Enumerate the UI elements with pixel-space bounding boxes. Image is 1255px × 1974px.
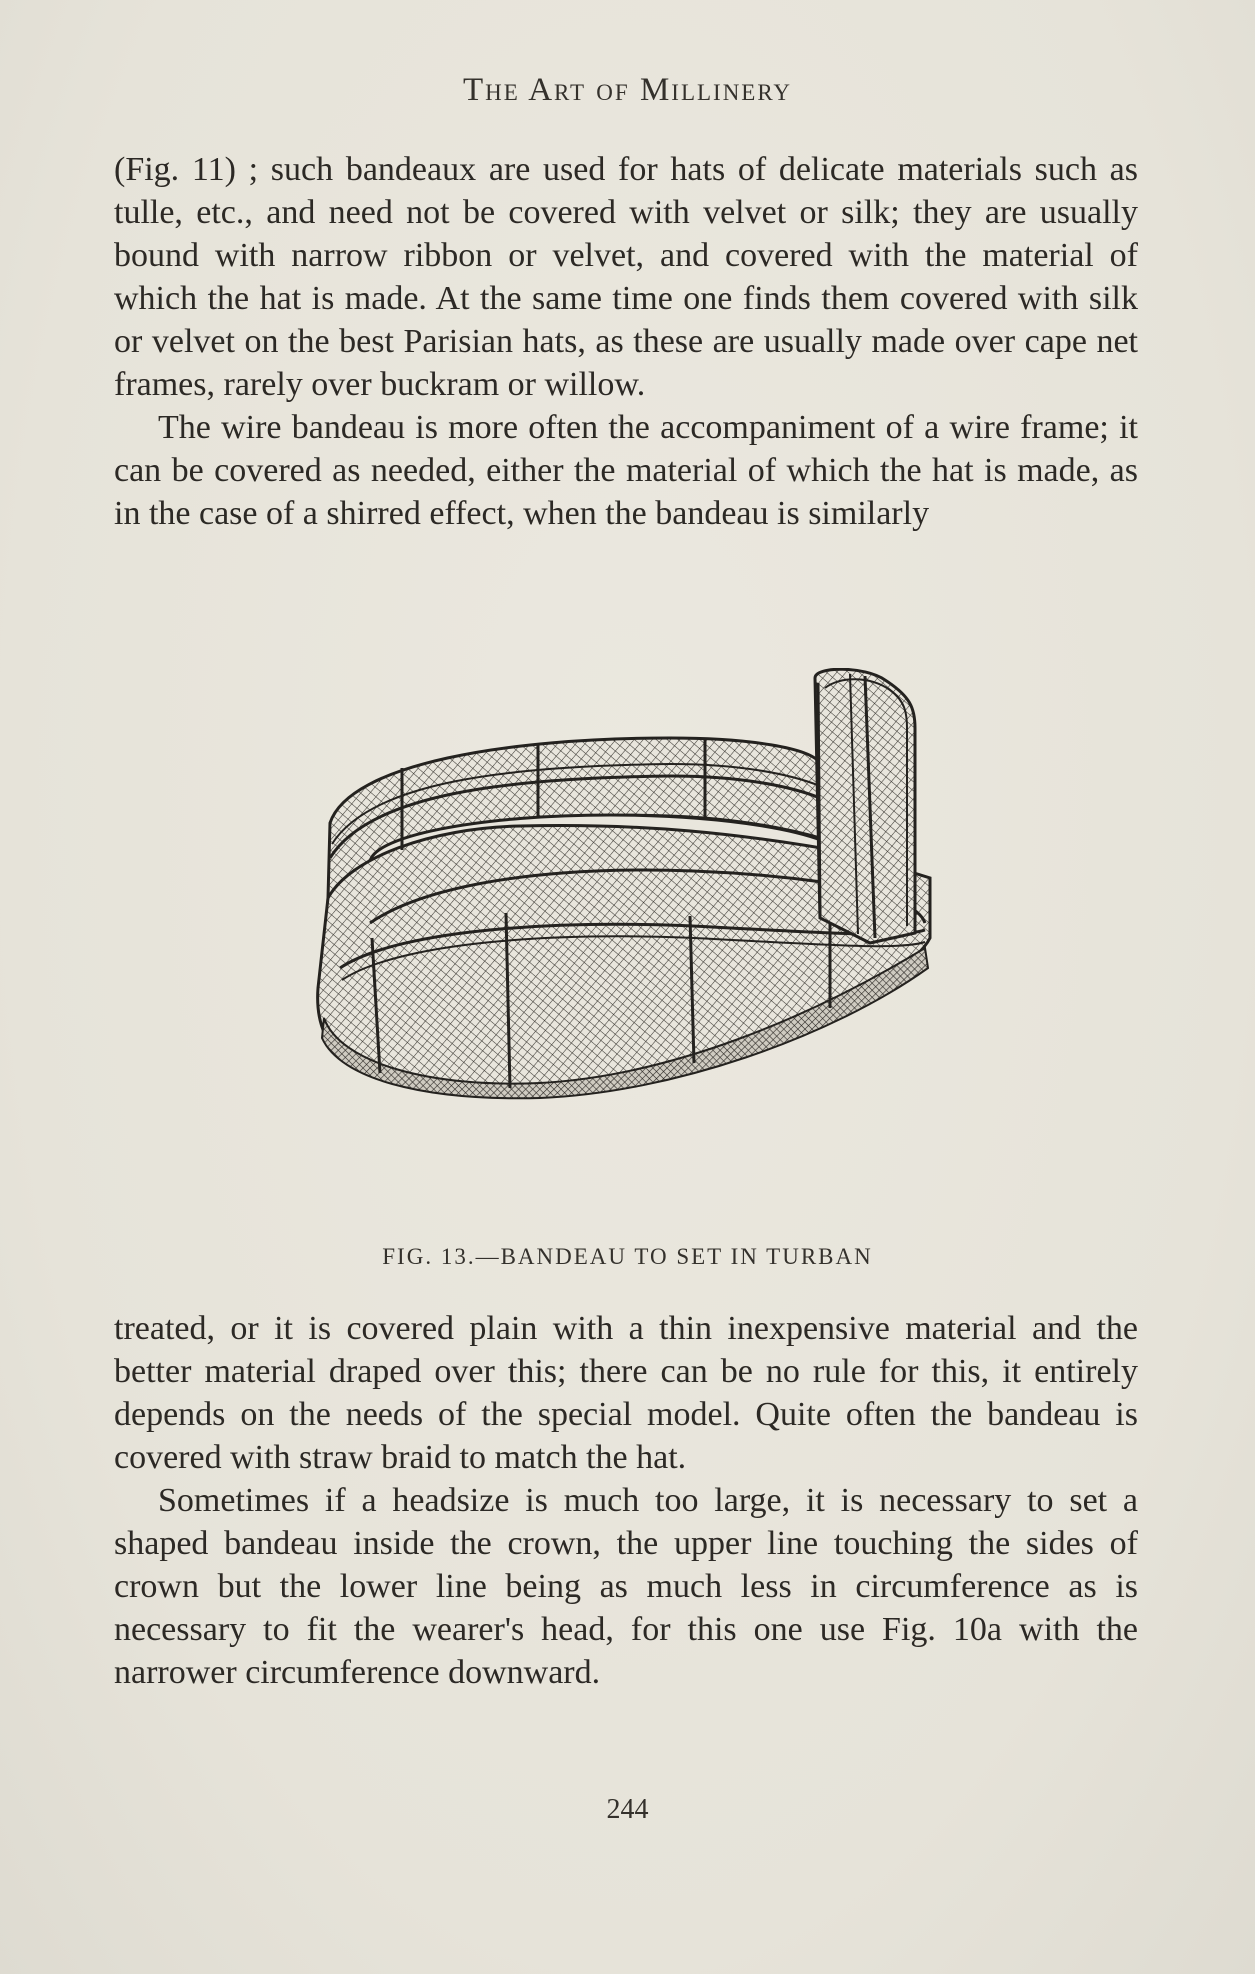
text-block-bottom — [114, 1307, 1138, 1694]
paragraph-treated: treated, or it is covered plain with a thin inexpensive material and the better material draped over this; there can be no rule for this, it entirely depends on the needs of the special model. Quite often the bandeau is covered with straw braid to match the hat. — [114, 1310, 1138, 1476]
paragraph-headsize: Sometimes if a headsize is much too large, it is necessary to set a shaped bandeau inside the crown, the upper line touching the sides of crown but the lower line being as much less in circumference as is necessary to fit the wearer's head, for this one use Fig. 10a with the narrower circumference downward. — [114, 1482, 1138, 1691]
figure-caption: FIG. 13.—BANDEAU TO SET IN TURBAN — [382, 1244, 873, 1269]
running-head: The Art of Millinery — [462, 72, 793, 108]
text-block-top — [114, 148, 1138, 535]
page-number: 244 — [606, 1794, 649, 1825]
paragraph-wire-bandeau: The wire bandeau is more often the accompaniment of a wire frame; it can be covered as needed, either the material of which the hat is made, as in the case of a shirred effect, when the bandeau is similarly — [114, 409, 1138, 532]
bandeau-illustration — [310, 668, 950, 1216]
paragraph-continued: (Fig. 11) ; such bandeaux are used for hats of delicate materials such as tulle, etc., and need not be covered with velvet or silk; they are usually bound with narrow ribbon or velvet, and covered with the material of which the hat is made. At the same time one finds them covered with silk or velvet on the best Parisian hats, as these are usually made over cape net frames, rarely over buckram or willow. — [114, 151, 1138, 403]
